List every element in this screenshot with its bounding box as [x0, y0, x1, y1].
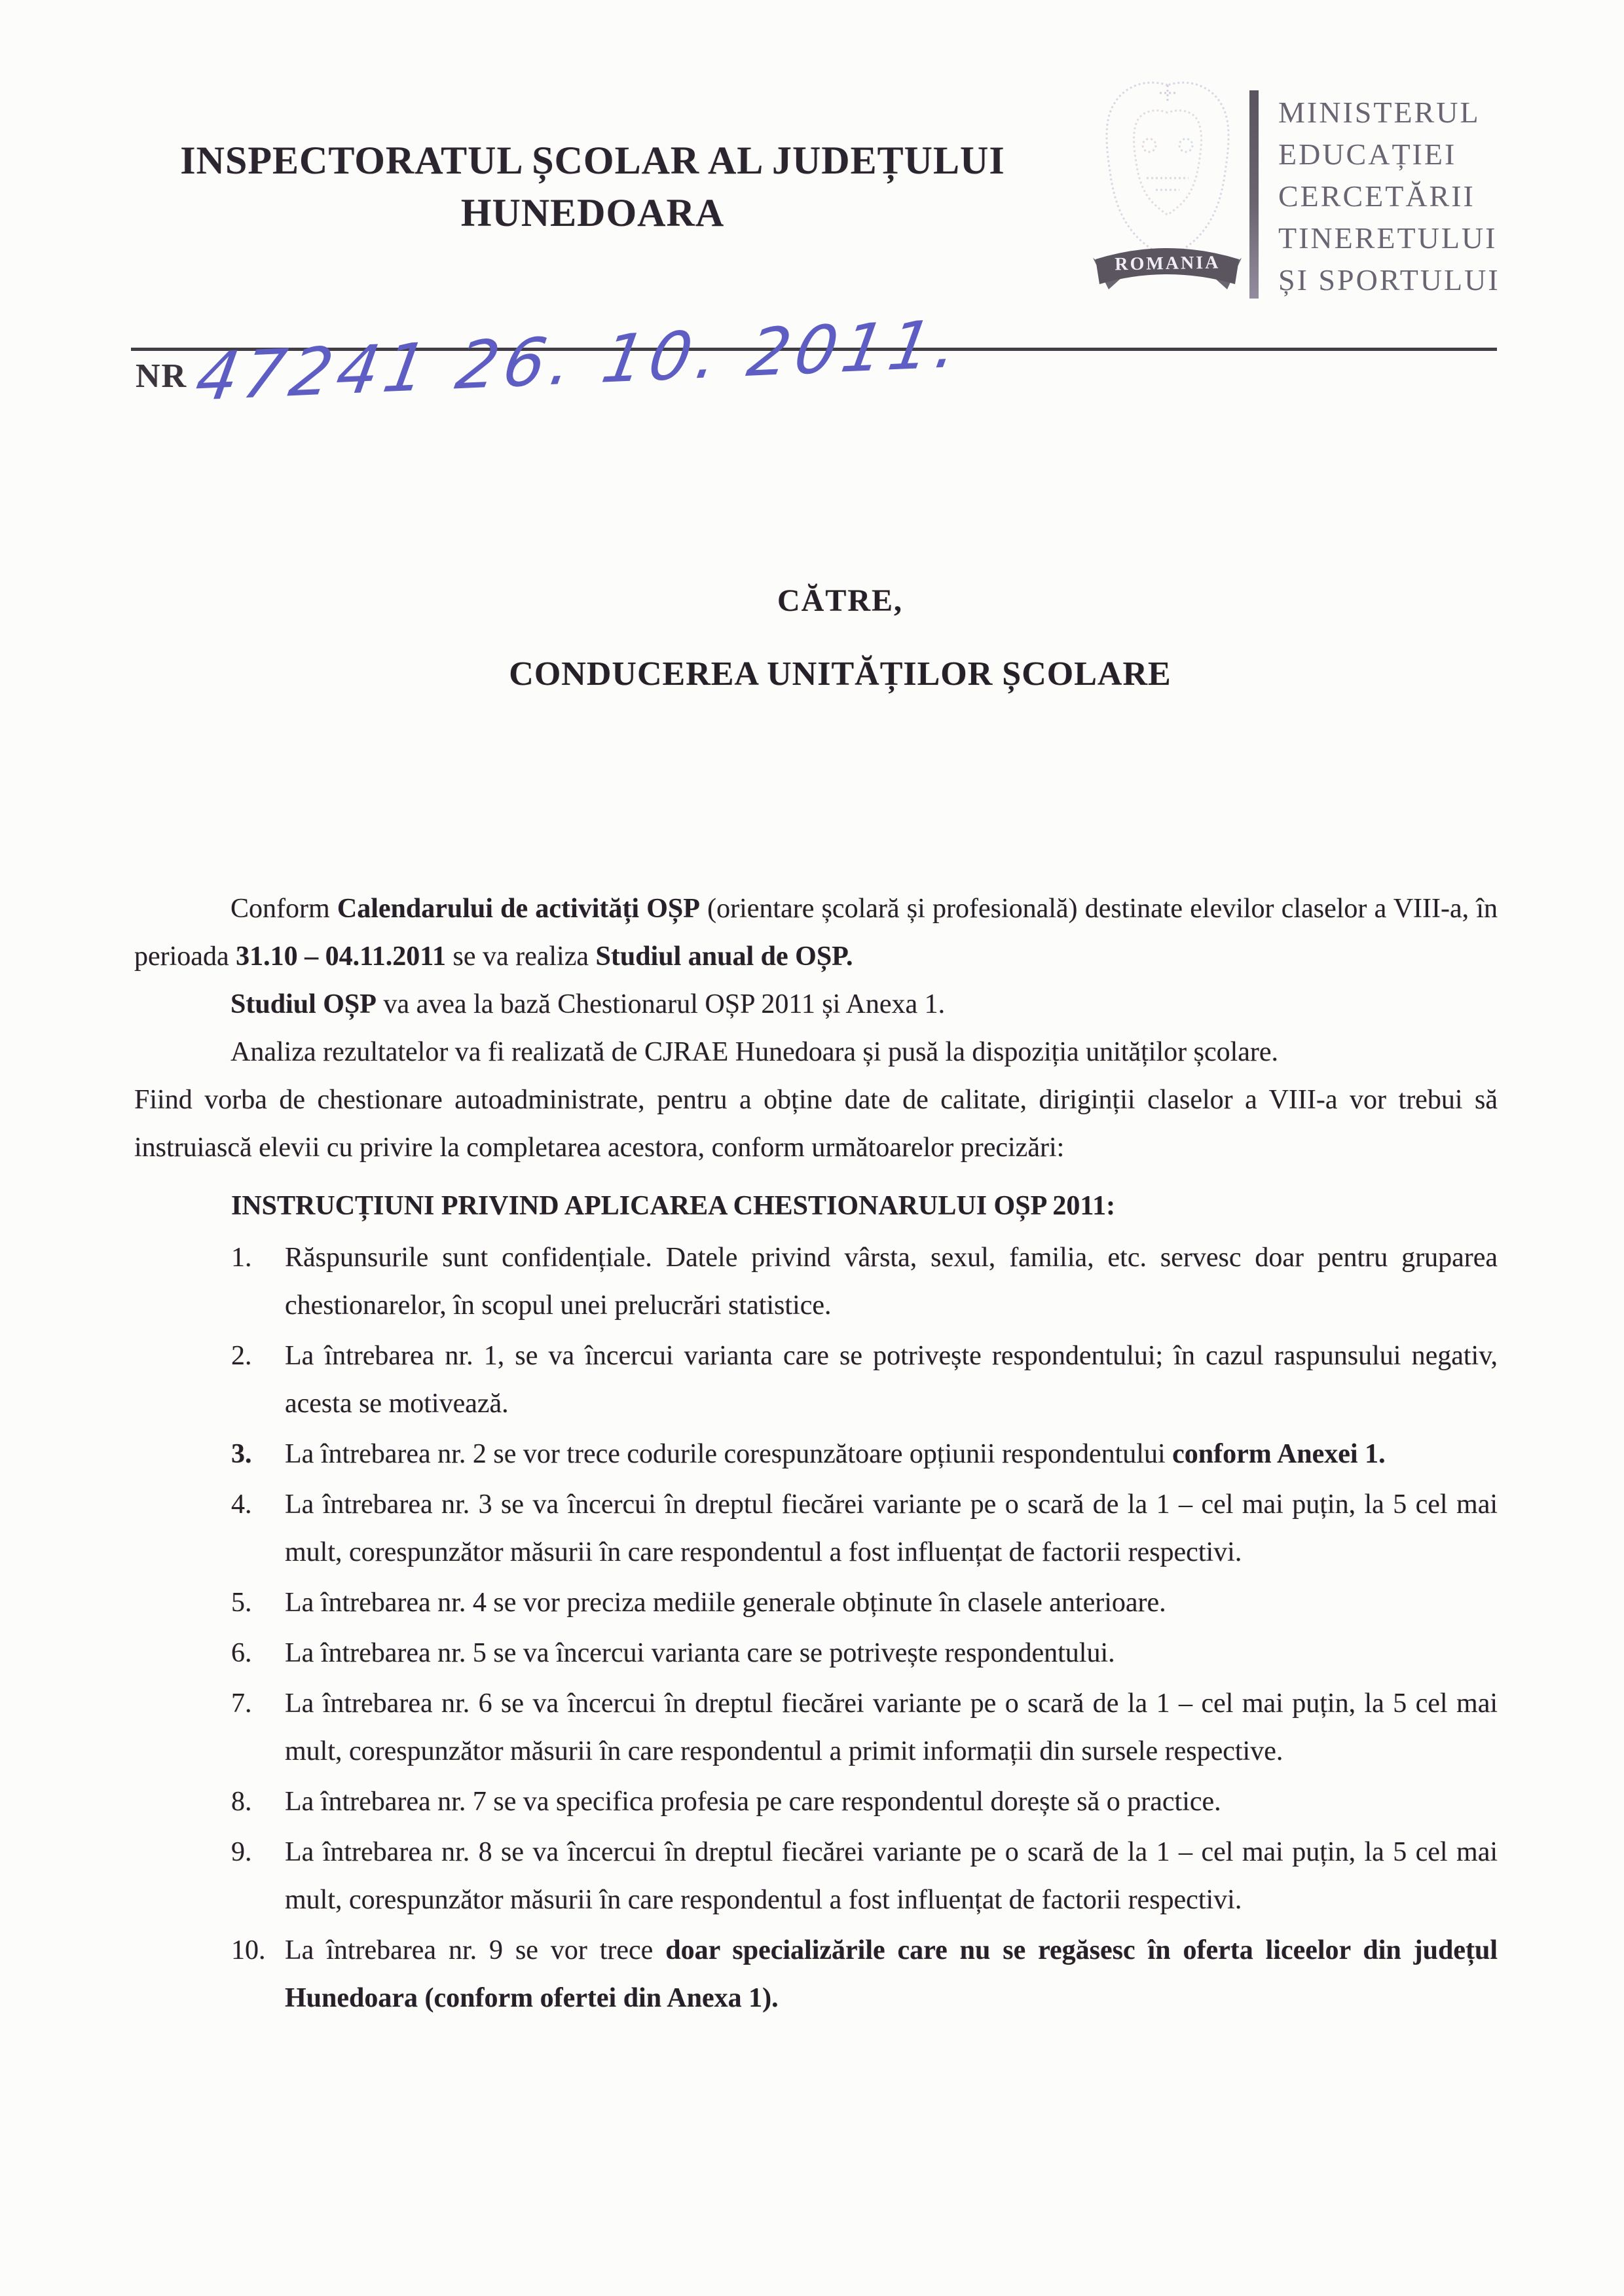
- org-title: [134, 134, 1051, 239]
- list-item-number: 7.: [231, 1688, 252, 1719]
- paragraph: Conform Calendarului de activități OȘP (orientare școlară și profesională) destinate elevilor claselor a VIII-a, în perioada 31.10 – 04.11.2011 se va realiza Studiul anual de OȘP.: [134, 894, 1498, 972]
- list-item: [231, 1778, 1498, 1826]
- paragraph: Fiind vorba de chestionare autoadministrate, pentru a obține date de calitate, diriginții claselor a VIII-a vor trebui să instruiască elevii cu privire la completarea acestora, conform următoarelor precizări:: [134, 1085, 1498, 1163]
- ministry-line: MINISTERUL: [1278, 96, 1481, 129]
- ministry-line: TINERETULUI: [1278, 221, 1498, 255]
- salutation-line2: CONDUCEREA UNITĂȚILOR ȘCOLARE: [509, 655, 1172, 693]
- header-divider-bar: [1249, 90, 1259, 299]
- org-title-line1: INSPECTORATUL ȘCOLAR AL JUDEȚULUI: [180, 139, 1005, 182]
- list-item: [231, 1332, 1498, 1428]
- list-item-number: 9.: [231, 1837, 252, 1867]
- salutation-line1: CĂTRE,: [777, 583, 904, 618]
- ministry-line: CERCETĂRII: [1278, 179, 1475, 213]
- registration-nr-label: NR: [136, 357, 188, 395]
- list-item-text: Răspunsurile sunt confidențiale. Datele privind vârsta, sexul, familia, etc. servesc doar pentru gruparea chestionarelor, în scopul unei prelucrări statistice.: [285, 1243, 1498, 1321]
- list-item-number: 3.: [231, 1439, 252, 1469]
- list-item-number: 10.: [231, 1935, 266, 1965]
- list-item-text: La întrebarea nr. 3 se va încercui în dreptul fiecărei variante pe o scară de la 1 – cel mai puțin, la 5 cel mai mult, corespunzător măsurii în care respondentul a fost influențat de factorii respectivi.: [285, 1489, 1498, 1567]
- romania-coat-of-arms-icon: [1084, 73, 1251, 296]
- romania-ribbon: [1093, 248, 1242, 289]
- list-item-number: 6.: [231, 1638, 252, 1668]
- list-item-text: La întrebarea nr. 2 se vor trece codurile corespunzătoare opțiunii respondentului conform Anexei 1.: [285, 1439, 1386, 1469]
- list-item: [231, 1481, 1498, 1576]
- list-item-number: 4.: [231, 1489, 252, 1520]
- ministry-name-block: [1278, 92, 1540, 301]
- list-item: [231, 1927, 1498, 2022]
- list-item-text: La întrebarea nr. 6 se va încercui în dreptul fiecărei variante pe o scară de la 1 – cel mai puțin, la 5 cel mai mult, corespunzător măsurii în care respondentul a primit informații din sursele respective.: [285, 1688, 1498, 1766]
- list-item: [231, 1829, 1498, 1924]
- letter-body: [134, 885, 1498, 2025]
- instructions-heading: INSTRUCȚIUNI PRIVIND APLICAREA CHESTIONARULUI OȘP 2011:: [231, 1191, 1116, 1221]
- list-item-text: La întrebarea nr. 8 se va încercui în dreptul fiecărei variante pe o scară de la 1 – cel mai puțin, la 5 cel mai mult, corespunzător măsurii în care respondentul a fost influențat de factorii respectivi.: [285, 1837, 1498, 1915]
- romania-ribbon-label: ROMANIA: [1115, 252, 1221, 275]
- list-item: [231, 1234, 1498, 1330]
- list-item-text: La întrebarea nr. 4 se vor preciza mediile generale obținute în clasele anterioare.: [285, 1588, 1166, 1618]
- list-item-number: 8.: [231, 1787, 252, 1817]
- list-item: [231, 1430, 1498, 1478]
- handwritten-registration-number: 47241 26. 10. 2011.: [190, 304, 969, 416]
- list-item-text: La întrebarea nr. 1, se va încercui varianta care se potrivește respondentului; în cazul raspunsului negativ, acesta se motivează.: [285, 1341, 1498, 1419]
- ministry-line: EDUCAȚIEI: [1278, 137, 1457, 171]
- paragraph: Analiza rezultatelor va fi realizată de CJRAE Hunedoara și pusă la dispoziția unităților școlare.: [231, 1037, 1279, 1067]
- list-item: [231, 1630, 1498, 1677]
- list-item: [231, 1579, 1498, 1627]
- list-item-text: La întrebarea nr. 7 se va specifica profesia pe care respondentul dorește să o practice.: [285, 1787, 1221, 1817]
- list-item-text: La întrebarea nr. 5 se va încercui varianta care se potrivește respondentului.: [285, 1638, 1115, 1668]
- instructions-list: [134, 1234, 1498, 2022]
- list-item-number: 5.: [231, 1588, 252, 1618]
- paragraph: Studiul OȘP va avea la bază Chestionarul OȘP 2011 și Anexa 1.: [231, 989, 946, 1019]
- list-item: [231, 1680, 1498, 1776]
- list-item-number: 1.: [231, 1243, 252, 1273]
- list-item-number: 2.: [231, 1341, 252, 1371]
- org-title-line2: HUNEDOARA: [460, 191, 725, 234]
- list-item-text: La întrebarea nr. 9 se vor trece doar specializările care nu se regăsesc în oferta liceelor din județul Hunedoara (conform ofertei din Anexa 1).: [285, 1935, 1498, 2013]
- ministry-line: ȘI SPORTULUI: [1278, 263, 1500, 297]
